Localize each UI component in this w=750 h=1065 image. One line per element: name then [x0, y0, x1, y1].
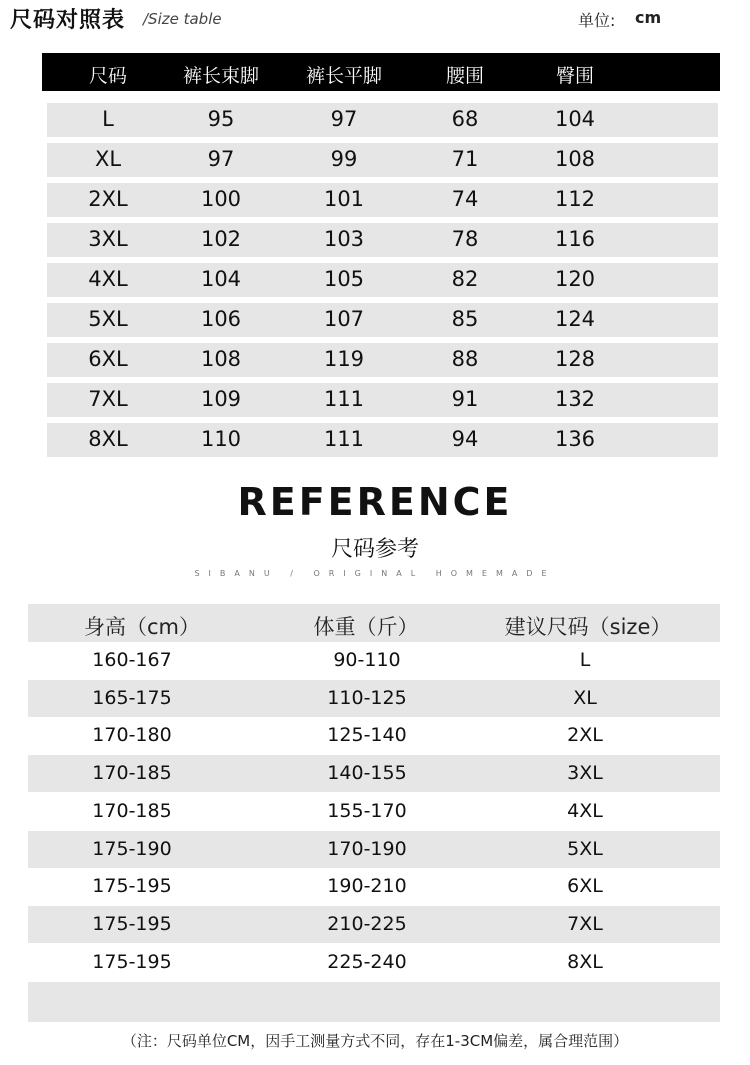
table-cell: L [579, 649, 591, 671]
table-cell: 71 [451, 147, 479, 171]
table-cell: 111 [323, 387, 365, 411]
reference-tagline: SIBANU / ORIGINAL HOMEMADE [194, 569, 556, 578]
table-cell: 102 [200, 227, 242, 251]
table-cell: 3XL [567, 762, 603, 785]
table-cell: 106 [200, 307, 242, 331]
table-cell: 170-185 [92, 762, 172, 785]
table-cell: 108 [200, 347, 242, 371]
table-row [47, 303, 718, 337]
table-cell: 119 [323, 347, 365, 371]
column-header: 臀围 [555, 65, 595, 87]
table-cell: 175-195 [92, 875, 172, 898]
table-cell: 112 [554, 187, 596, 211]
table-cell: 120 [554, 267, 596, 291]
table-cell: 68 [451, 107, 479, 131]
table-cell: 97 [330, 107, 358, 131]
table-row [47, 183, 718, 217]
table-cell: 104 [554, 107, 596, 131]
table-cell: 116 [554, 227, 596, 251]
table-cell: 95 [207, 107, 235, 131]
table-cell: 175-195 [92, 912, 172, 935]
column-header: 尺码 [88, 65, 128, 87]
table-cell: 170-185 [92, 799, 172, 822]
table-cell: 78 [451, 227, 479, 251]
table-cell: 4XL [567, 799, 603, 822]
reference-table-header [28, 604, 720, 642]
table-cell: XL [94, 147, 122, 171]
table-cell: 175-190 [92, 837, 172, 860]
header [0, 0, 750, 40]
table-cell: 8XL [88, 427, 128, 451]
reference-title: REFERENCE [237, 480, 513, 524]
table-cell: 8XL [567, 950, 603, 973]
table-cell: 103 [323, 227, 365, 251]
size-table-header [42, 53, 720, 91]
column-header: 身高（cm） [83, 615, 201, 639]
table-cell: 108 [554, 147, 596, 171]
table-cell: XL [573, 686, 597, 709]
table-cell: 74 [451, 187, 479, 211]
table-row [28, 793, 720, 830]
table-row [47, 143, 718, 177]
table-cell: 125-140 [327, 724, 407, 747]
table-cell: 90-110 [333, 649, 401, 671]
table-cell: 6XL [567, 875, 603, 898]
table-cell: 4XL [88, 267, 128, 291]
table-cell: 7XL [88, 387, 128, 411]
table-cell: 175-195 [92, 950, 172, 973]
table-cell: 170-190 [327, 837, 407, 860]
table-row [28, 717, 720, 754]
table-cell: 5XL [88, 307, 128, 331]
column-header: 裤长平脚 [305, 65, 383, 87]
table-cell: 210-225 [327, 912, 407, 935]
table-cell: 160-167 [92, 649, 172, 671]
table-row [47, 223, 718, 257]
table-row [28, 831, 720, 868]
table-cell: 155-170 [327, 799, 407, 822]
table-row [47, 263, 718, 297]
table-cell: 109 [200, 387, 242, 411]
table-row [28, 642, 720, 679]
reference-subtitle: 尺码参考 [330, 537, 419, 562]
table-row [47, 343, 718, 377]
table-row [47, 103, 718, 137]
table-cell: 82 [451, 267, 479, 291]
table-cell: 110-125 [327, 686, 407, 709]
table-cell: 6XL [88, 347, 128, 371]
table-cell: 105 [323, 267, 365, 291]
table-row [28, 680, 720, 717]
table-cell: 3XL [88, 227, 128, 251]
table-cell: 104 [200, 267, 242, 291]
unit-label: 单位: [578, 11, 616, 30]
column-header: 建议尺码（size） [504, 615, 672, 639]
table-cell: 88 [451, 347, 479, 371]
table-cell: 136 [554, 427, 596, 451]
table-cell: 5XL [567, 837, 603, 860]
table-cell: 110 [200, 427, 242, 451]
table-cell: 107 [323, 307, 365, 331]
table-row [28, 906, 720, 943]
table-cell: 97 [207, 147, 235, 171]
table-cell: 2XL [567, 724, 603, 747]
unit-value: cm [635, 8, 662, 27]
table-cell: 85 [451, 307, 479, 331]
reference-table-footer [28, 982, 720, 1022]
table-cell: 124 [554, 307, 596, 331]
table-cell: 101 [323, 187, 365, 211]
column-header: 体重（斤） [313, 615, 419, 639]
table-cell: 132 [554, 387, 596, 411]
table-row [28, 868, 720, 905]
table-cell: 165-175 [92, 686, 172, 709]
table-row [28, 755, 720, 792]
table-cell: 7XL [567, 912, 603, 935]
column-header: 腰围 [445, 65, 485, 87]
table-cell: 2XL [88, 187, 128, 211]
page-title: 尺码对照表 [10, 8, 126, 33]
table-cell: 140-155 [327, 762, 407, 785]
table-cell: 100 [200, 187, 242, 211]
table-row [47, 423, 718, 457]
table-row [47, 383, 718, 417]
table-cell: 190-210 [327, 875, 407, 898]
table-cell: 170-180 [92, 724, 172, 747]
table-cell: L [102, 107, 114, 131]
page-subtitle: /Size table [143, 10, 222, 28]
table-cell: 128 [554, 347, 596, 371]
table-cell: 99 [330, 147, 358, 171]
table-cell: 225-240 [327, 950, 407, 973]
column-header: 裤长束脚 [182, 65, 260, 87]
table-cell: 91 [451, 387, 479, 411]
table-cell: 111 [323, 427, 365, 451]
table-row [28, 944, 720, 981]
measurement-note: （注：尺码单位CM，因手工测量方式不同，存在1-3CM偏差，属合理范围） [121, 1032, 629, 1050]
table-cell: 94 [451, 427, 479, 451]
